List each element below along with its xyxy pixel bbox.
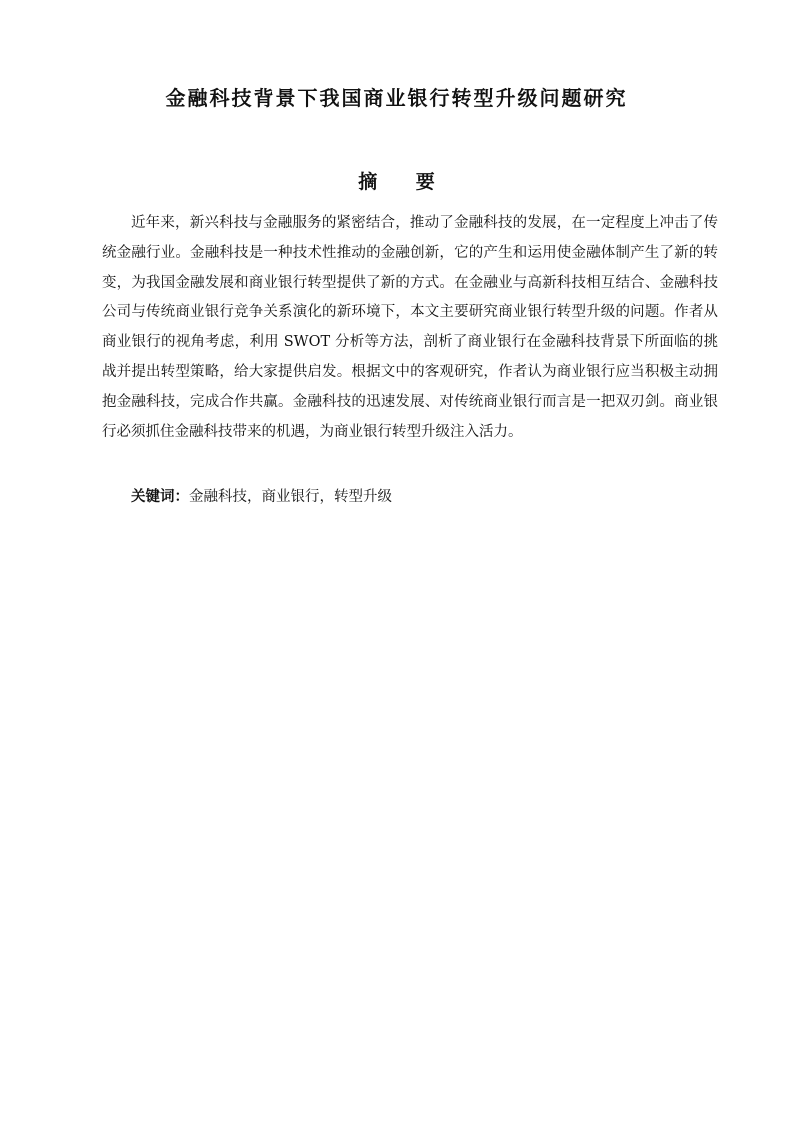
keywords-text: 金融科技，商业银行，转型升级 (189, 489, 392, 505)
abstract-body: 近年来，新兴科技与金融服务的紧密结合，推动了金融科技的发展，在一定程度上冲击了传统金融行业。金融科技是一种技术性推动的金融创新，它的产生和运用使金融体制产生了新的转变，为我国金融发展和商业银行转型提供了新的方式。在金融业与高新科技相互结合、金融科技公司与传统商业银行竞争关系演化的新环境下，本文主要研究商业银行转型升级的问题。作者从商业银行的视角考虑，利用 SWOT 分析等方法，剖析了商业银行在金融科技背景下所面临的挑战并提出转型策略，给大家提供启发。根据文中的客观研究，作者认为商业银行应当积极主动拥抱金融科技，完成合作共赢。金融科技的迅速发展、对传统商业银行而言是一把双刃剑。商业银行必须抓住金融科技带来的机遇，为商业银行转型升级注入活力。 (102, 215, 718, 440)
keywords-line (102, 483, 718, 513)
abstract-heading: 摘 要 (358, 171, 451, 193)
keywords-label: 关键词： (131, 489, 189, 505)
paper-title: 金融科技背景下我国商业银行转型升级问题研究 (165, 86, 628, 110)
